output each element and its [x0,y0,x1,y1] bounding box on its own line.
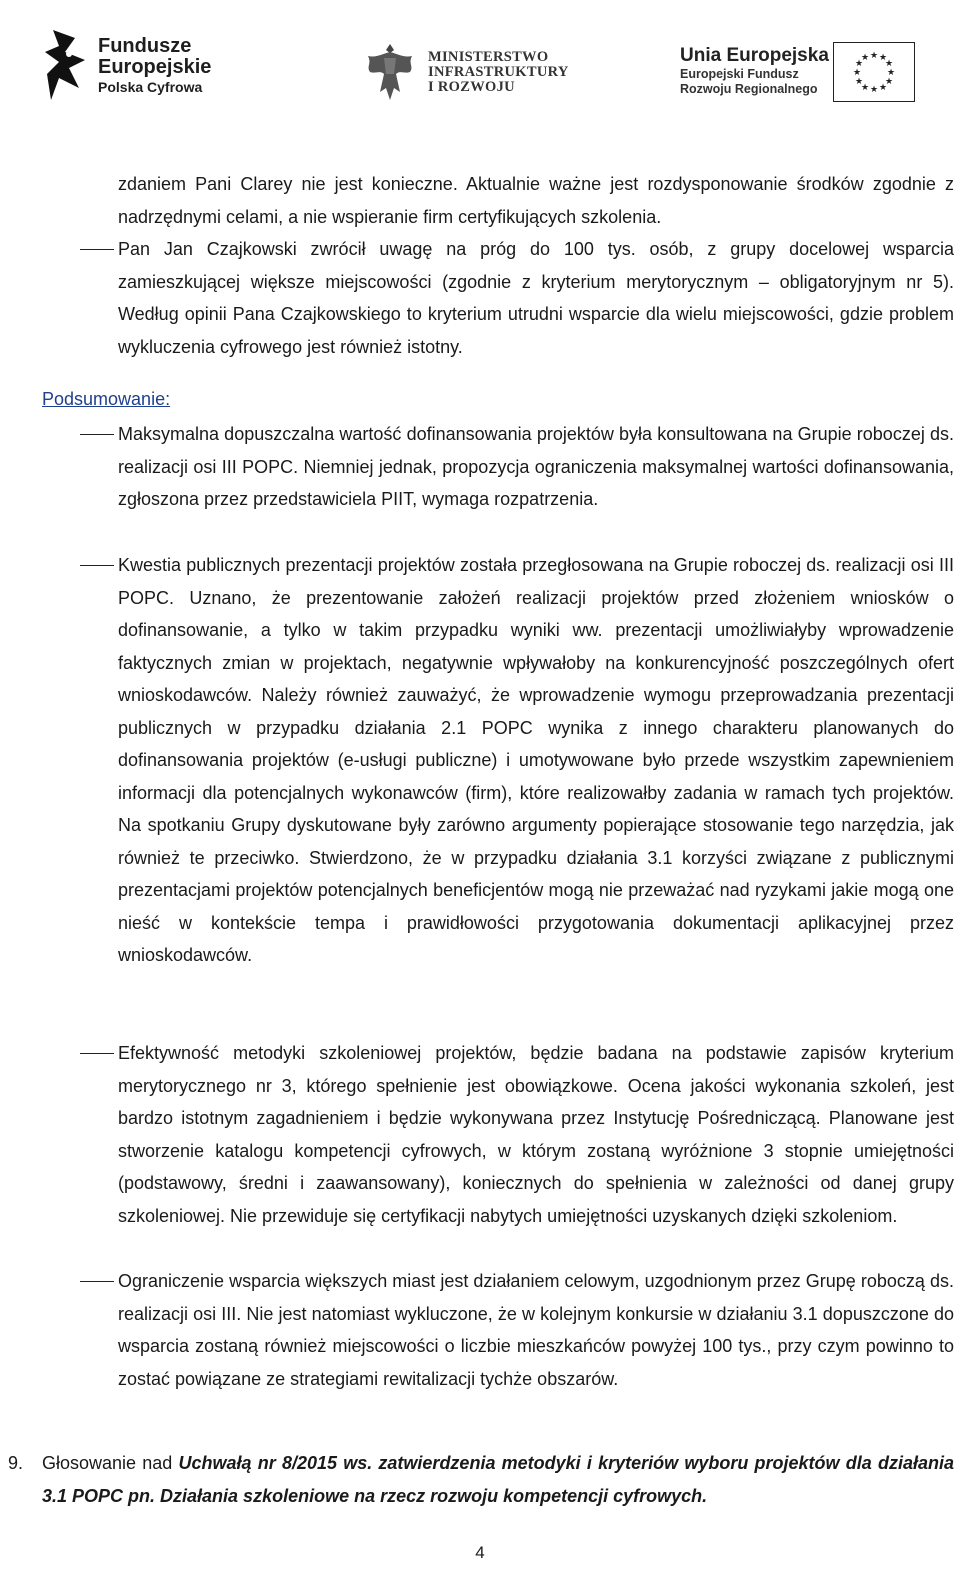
svg-text:★: ★ [869,51,879,61]
bullet-dash [80,434,114,435]
bullet-dash [80,249,114,250]
list-item-number: 9. [8,1453,24,1473]
svg-text:★: ★ [869,85,879,95]
svg-text:★: ★ [878,53,888,63]
svg-text:★: ★ [852,68,862,78]
svg-text:★: ★ [886,68,896,78]
svg-text:★: ★ [854,59,864,69]
svg-text:★: ★ [878,83,888,93]
paragraph-czajkowski: Pan Jan Czajkowski zwrócił uwagę na próg do 100 tys. osób, z grupy docelowej wsparcia zamieszkującej większe miejscowości (zgodnie z kryterium merytorycznym – obligatoryjnym nr 5). Według opinii Pana Czajkowskiego to kryterium utrudni wsparcie dla wielu miejscowości, gdzie problem wykluczenia cyfrowego jest również istotny. [118,239,954,357]
page-number: 4 [475,1543,485,1562]
page-header [0,0,960,145]
summary-item: Efektywność metodyki szkoleniowej projektów, będzie badana na podstawie zapisów kryterium merytorycznego nr 3, którego spełnienie jest obowiązkowe. Ocena jakości wykonania szkoleń, jest bardzo istotnym zagadnieniem i będzie wykonywana przez Instytucję Pośredniczącą. Planowane jest stworzenie katalogu kompetencji cyfrowych, w którym zostaną wyróżnione 3 stopnie umiejętności (podstawowy, średni i zaawansowany), koniecznych do spełnienia w zależności od danej grupy szkoleniowej. Nie przewiduje się certyfikacji nabytych umiejętności uzyskanych dzięki szkoleniom. [118,1043,954,1226]
bullet-dash [80,1281,114,1282]
item9-resolution-title: Uchwałą nr 8/2015 ws. zatwierdzenia metodyki i kryteriów wyboru projektów dla działania 3.1 POPC pn. Działania szkoleniowe na rzecz rozwoju kompetencji cyfrowych. [42,1453,954,1506]
summary-item: Kwestia publicznych prezentacji projektów została przegłosowana na Grupie roboczej ds. realizacji osi III POPC. Uznano, że prezentowanie założeń realizacji projektów przed złożeniem wniosków o dofinansowanie, a tylko w takim przypadku wyniki ww. prezentacji umożliwiałyby wprowadzenie faktycznych zmian w projektach, negatywnie wpływałoby na konkurencyjność poszczególnych ofert wnioskodawców. Należy również zauważyć, że wprowadzenie wymogu przeprowadzania prezentacji publicznych w przypadku działania 2.1 POPC wynika z innego charakteru planowanych do dofinansowania projektów (e-usługi publiczne) i umotywowane było przede wszystkim zapewnieniem informacji dla potencjalnych wykonawców (firm), które realizowałby zadania w ramach tych projektów. Na spotkaniu Grupy dyskutowane były zarówno argumenty popierające stosowanie tego narzędzia, jak również te przeciwko. Stwierdzono, że w przypadku działania 3.1 korzyści związane z publicznymi prezentacjami projektów potencjalnych beneficjentów mogą nie przeważać nad ryzykami jakie mogą one nieść w kontekście tempa i prawidłowości przygotowania dokumentacji aplikacyjnej przez wnioskodawców. [118,555,954,965]
fundusze-europejskie-logo-text: Fundusze Europejskie Polska Cyfrowa [98,35,212,95]
eu-logo-text: Unia Europejska Europejski Fundusz Rozwoju Regionalnego [680,45,829,96]
summary-item: Ograniczenie wsparcia większych miast jest działaniem celowym, uzgodnionym przez Grupę roboczą ds. realizacji osi III. Nie jest natomiast wykluczone, że w kolejnym konkursie w działaniu 3.1 dopuszczone do wsparcia zostaną również miejscowości o liczbie mieszkańców powyżej 100 tys., przy czym powinno to zostać powiązane ze strategiami rewitalizacji tychże obszarów. [118,1271,954,1389]
ministry-logo-text: MINISTERSTWO INFRASTRUKTURY I ROZWOJU [428,49,569,95]
eagle-emblem-icon [362,40,418,104]
summary-item: Maksymalna dopuszczalna wartość dofinansowania projektów była konsultowana na Grupie roboczej ds. realizacji osi III POPC. Niemniej jednak, propozycja ograniczenia maksymalnej wartości dofinansowania, zgłoszona przez przedstawiciela PIIT, wymaga rozpatrzenia. [118,424,954,509]
item9-prefix: Głosowanie nad [42,1453,179,1473]
paragraph-intro: zdaniem Pani Clarey nie jest konieczne. Aktualnie ważne jest rozdysponowanie środków zgodnie z nadrzędnymi celami, a nie wspieranie firm certyfikujących szkolenia. [118,174,954,227]
bullet-dash [80,1053,114,1054]
svg-text:★: ★ [854,77,864,87]
svg-text:★: ★ [884,59,894,69]
list-item-9 [42,1447,954,1513]
svg-text:★: ★ [860,53,870,63]
svg-text:★: ★ [884,77,894,87]
svg-text:★: ★ [860,83,870,93]
bullet-dash [80,565,114,566]
fundusze-europejskie-logo-icon [45,30,95,100]
summary-heading: Podsumowanie: [42,389,171,409]
eu-flag-icon [833,42,915,102]
